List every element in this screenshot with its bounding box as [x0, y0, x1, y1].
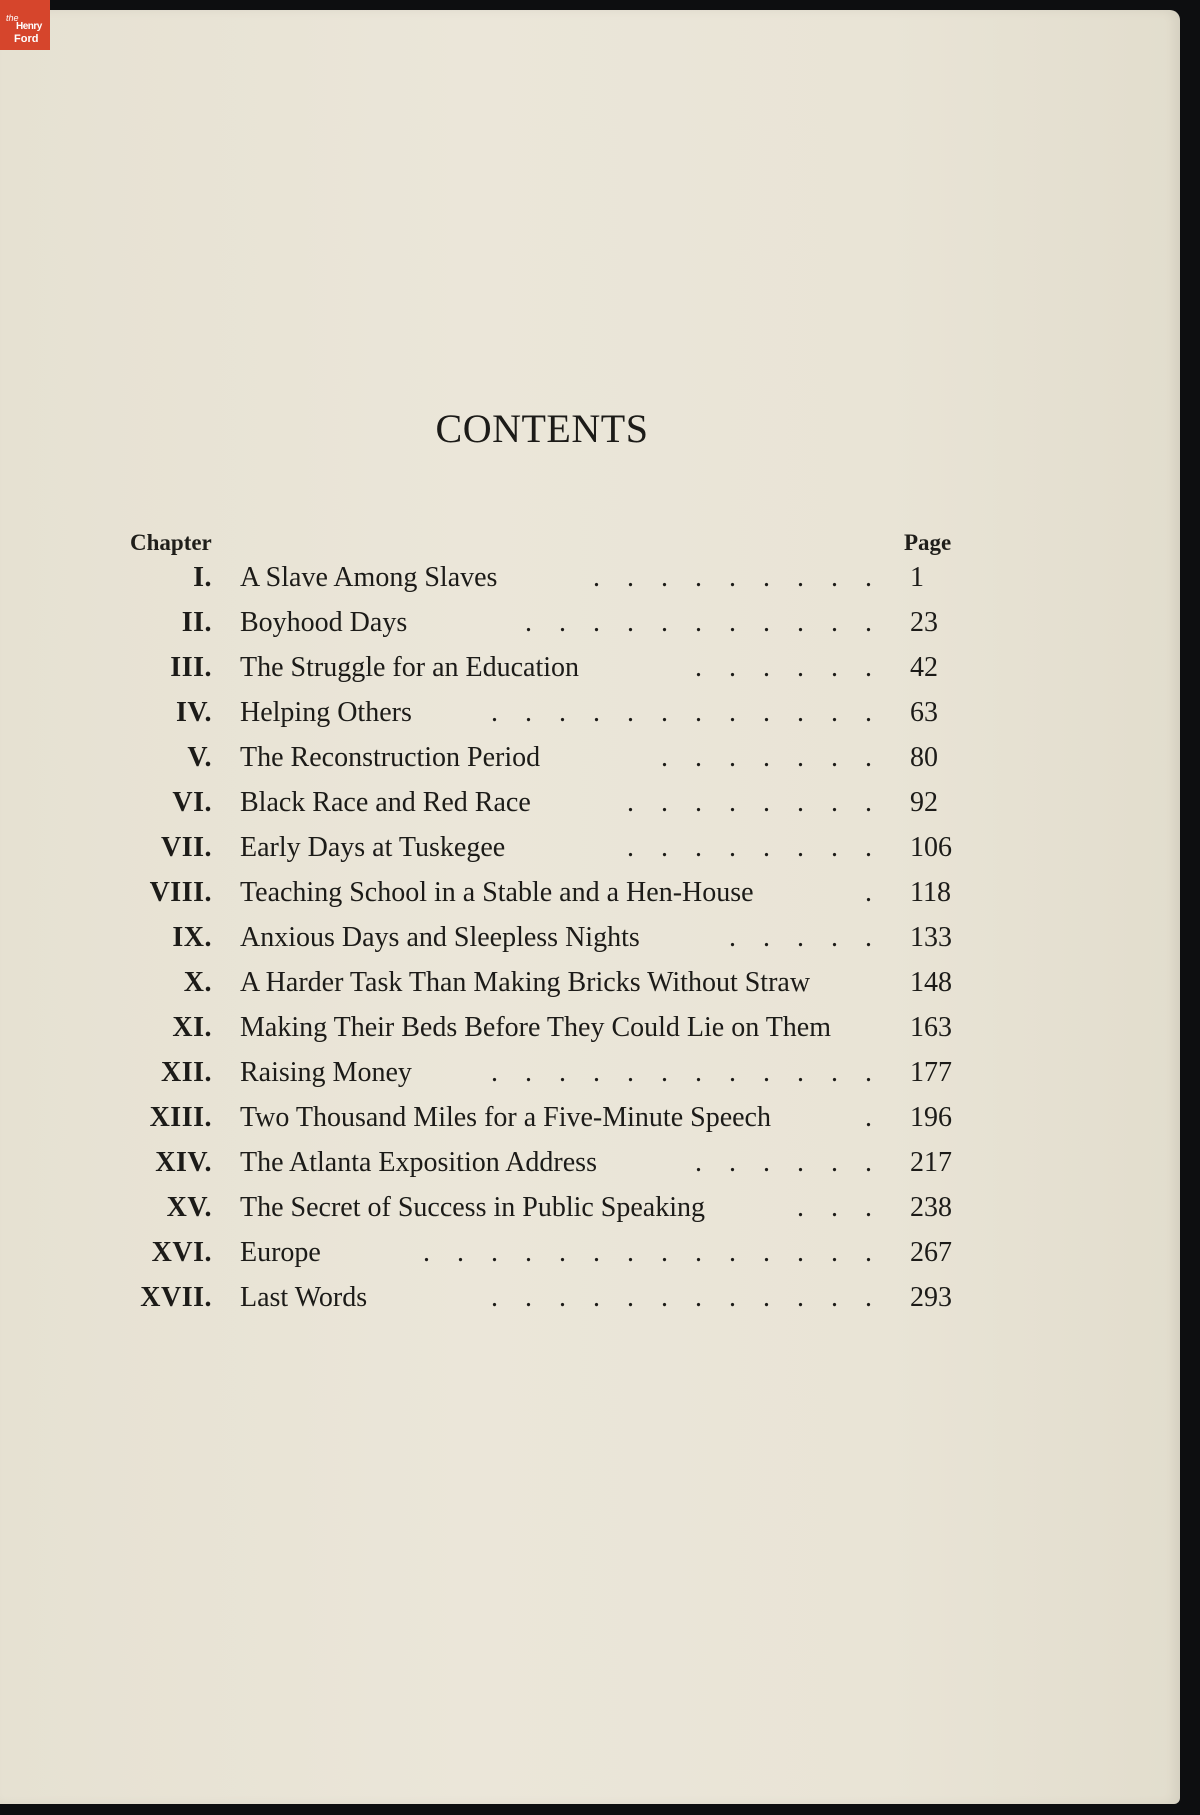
toc-entry — [0, 1188, 1100, 1233]
page-number: 293 — [910, 1282, 952, 1313]
chapter-title: The Secret of Success in Public Speaking — [240, 1192, 706, 1223]
chapter-numeral: VIII. — [149, 877, 212, 908]
chapter-title: Teaching School in a Stable and a Hen-House — [240, 877, 754, 908]
toc-entry — [0, 1233, 1100, 1278]
chapter-title: The Atlanta Exposition Address — [240, 1147, 597, 1178]
dot-leader: . . . — [797, 1192, 882, 1223]
henry-ford-logo — [0, 0, 50, 50]
page-number: 42 — [910, 652, 938, 683]
logo-text-the: the — [6, 13, 19, 23]
page-number: 1 — [910, 562, 924, 593]
page-number: 148 — [910, 967, 952, 998]
page-number: 118 — [910, 877, 951, 908]
chapter-title: Europe — [240, 1237, 321, 1268]
chapter-numeral: XIV. — [155, 1147, 212, 1178]
toc-entry — [0, 1008, 1100, 1053]
dot-leader: . . . . . . . . — [627, 832, 882, 863]
chapter-title: A Slave Among Slaves — [240, 562, 498, 593]
chapter-numeral: II. — [181, 607, 212, 638]
chapter-numeral: XII. — [160, 1057, 212, 1088]
dot-leader: . . . . . . . . . . . . — [491, 697, 882, 728]
toc-entry — [0, 738, 1100, 783]
dot-leader: . . . . . . — [695, 652, 882, 683]
chapter-numeral: IX. — [172, 922, 212, 953]
page-number: 238 — [910, 1192, 952, 1223]
chapter-numeral: VII. — [160, 832, 212, 863]
toc-entry — [0, 1098, 1100, 1143]
contents-heading: CONTENTS — [435, 406, 649, 451]
page-number: 267 — [910, 1237, 952, 1268]
page-column-label: Page — [904, 530, 952, 555]
logo-text-ford: Ford — [14, 33, 39, 45]
toc-entry — [0, 603, 1100, 648]
dot-leader: . . . . . . . — [661, 742, 882, 773]
page-number: 217 — [910, 1147, 952, 1178]
toc-entry — [0, 1278, 1100, 1323]
dot-leader: . . . . . . . . . . . . — [491, 1057, 882, 1088]
dot-leader: . — [865, 1102, 882, 1133]
logo-text-henry: Henry — [16, 21, 42, 32]
dot-leader: . . . . . . . . . . . . . . — [423, 1237, 882, 1268]
chapter-numeral: III. — [170, 652, 212, 683]
chapter-title: Black Race and Red Race — [240, 787, 531, 818]
paper-page — [0, 10, 1180, 1804]
toc-entry — [0, 558, 1100, 603]
chapter-title: Anxious Days and Sleepless Nights — [240, 922, 640, 953]
dot-leader: . . . . . . . . — [627, 787, 882, 818]
toc-entry — [0, 783, 1100, 828]
page-number: 92 — [910, 787, 938, 818]
page-number: 80 — [910, 742, 938, 773]
chapter-numeral: IV. — [175, 697, 212, 728]
dot-leader: . . . . . . . . . — [593, 562, 882, 593]
dot-leader: . . . . . . . . . . . . — [491, 1282, 882, 1313]
chapter-title: A Harder Task Than Making Bricks Without Straw — [240, 967, 811, 998]
page-number: 177 — [910, 1057, 952, 1088]
toc-entry — [0, 1143, 1100, 1188]
page-number: 63 — [910, 697, 938, 728]
chapter-numeral: I. — [193, 562, 212, 593]
toc-entry — [0, 918, 1100, 963]
toc-entry — [0, 648, 1100, 693]
chapter-title: Early Days at Tuskegee — [240, 832, 506, 863]
dot-leader: . — [865, 877, 882, 908]
dot-leader: . . . . . — [729, 922, 882, 953]
chapter-title: Helping Others — [240, 697, 412, 728]
page-number: 133 — [910, 922, 952, 953]
toc-entry — [0, 1053, 1100, 1098]
page-number: 163 — [910, 1012, 952, 1043]
chapter-title: Boyhood Days — [240, 607, 408, 638]
page-number: 196 — [910, 1102, 952, 1133]
chapter-numeral: X. — [183, 967, 212, 998]
chapter-column-label: Chapter — [130, 530, 212, 555]
chapter-numeral: V. — [187, 742, 212, 773]
toc-entry — [0, 693, 1100, 738]
page-number: 23 — [910, 607, 938, 638]
chapter-title: The Struggle for an Education — [240, 652, 580, 683]
chapter-numeral: XI. — [172, 1012, 212, 1043]
chapter-title: Making Their Beds Before They Could Lie on Them — [240, 1012, 832, 1043]
chapter-title: Raising Money — [240, 1057, 412, 1088]
chapter-numeral: XV. — [166, 1192, 212, 1223]
toc-entry — [0, 963, 1100, 1008]
toc-entry — [0, 873, 1100, 918]
dot-leader: . . . . . . — [695, 1147, 882, 1178]
dot-leader: . . . . . . . . . . . — [525, 607, 882, 638]
chapter-numeral: VI. — [172, 787, 212, 818]
chapter-title: The Reconstruction Period — [240, 742, 541, 773]
chapter-title: Two Thousand Miles for a Five-Minute Speech — [240, 1102, 771, 1133]
table-of-contents — [0, 558, 1100, 1323]
chapter-numeral: XVI. — [151, 1237, 212, 1268]
chapter-numeral: XVII. — [140, 1282, 212, 1313]
page-number: 106 — [910, 832, 952, 863]
chapter-title: Last Words — [240, 1282, 368, 1313]
chapter-numeral: XIII. — [149, 1102, 212, 1133]
toc-entry — [0, 828, 1100, 873]
